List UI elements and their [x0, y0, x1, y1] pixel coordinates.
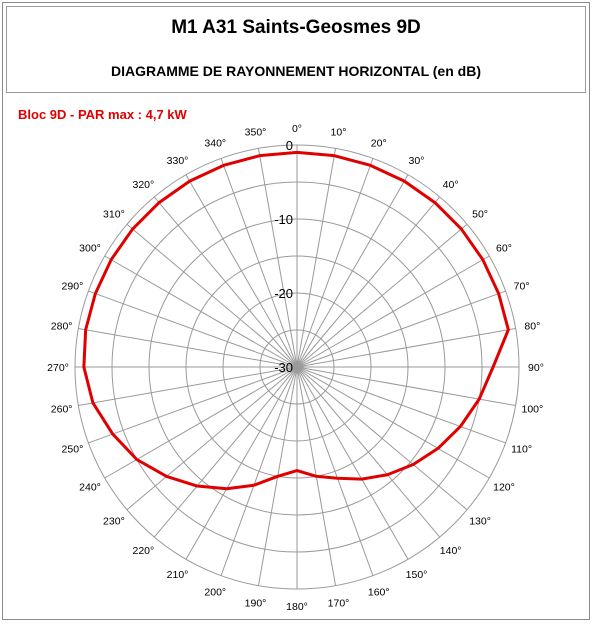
angle-label: 140° — [439, 545, 462, 558]
angle-label: 160° — [367, 586, 390, 599]
angle-label: 0° — [291, 123, 303, 135]
angle-label: 130° — [469, 515, 491, 528]
bloc-label: Bloc 9D - PAR max : 4,7 kW — [18, 107, 187, 122]
angle-label: 40° — [442, 178, 459, 191]
chart-subtitle: DIAGRAMME DE RAYONNEMENT HORIZONTAL (en dB) — [111, 63, 481, 79]
angle-label: 70° — [513, 280, 530, 293]
angle-label: 270° — [47, 362, 69, 374]
angle-label: 350° — [244, 126, 267, 139]
radial-tick-label: 0 — [285, 138, 293, 153]
angle-label: 150° — [405, 568, 428, 581]
angle-label: 260° — [50, 403, 73, 416]
angle-label: 320° — [132, 178, 155, 191]
angle-label: 310° — [103, 208, 125, 221]
grid-layer — [75, 145, 519, 589]
radial-tick-label: -20 — [274, 286, 293, 301]
angle-label: 250° — [61, 443, 84, 456]
angle-label: 290° — [61, 280, 84, 293]
angle-label: 100° — [521, 403, 544, 416]
angle-label: 180° — [286, 601, 308, 613]
angle-label: 20° — [370, 137, 387, 150]
angle-label: 60° — [496, 242, 512, 255]
chart-title: M1 A31 Saints-Geosmes 9D — [171, 17, 421, 38]
angle-label: 190° — [244, 597, 267, 610]
angle-label: 230° — [103, 515, 125, 528]
angle-label: 330° — [166, 155, 189, 168]
angle-label: 90° — [528, 362, 544, 374]
radial-tick-label: -30 — [274, 360, 293, 375]
angle-label: 240° — [79, 481, 101, 494]
angle-label: 210° — [166, 568, 189, 581]
angle-label: 10° — [330, 126, 347, 139]
angle-label: 120° — [493, 481, 515, 494]
angle-label: 280° — [50, 320, 73, 333]
angle-label: 170° — [327, 597, 350, 610]
angle-label: 220° — [132, 545, 155, 558]
angle-label: 340° — [204, 137, 227, 150]
radial-tick-label: -10 — [274, 212, 293, 227]
angle-label: 80° — [524, 320, 541, 333]
angle-label: 200° — [204, 586, 227, 599]
angle-label: 110° — [511, 443, 533, 456]
angle-label: 30° — [408, 155, 425, 168]
angle-label: 50° — [472, 208, 489, 221]
angle-label: 300° — [79, 242, 101, 255]
